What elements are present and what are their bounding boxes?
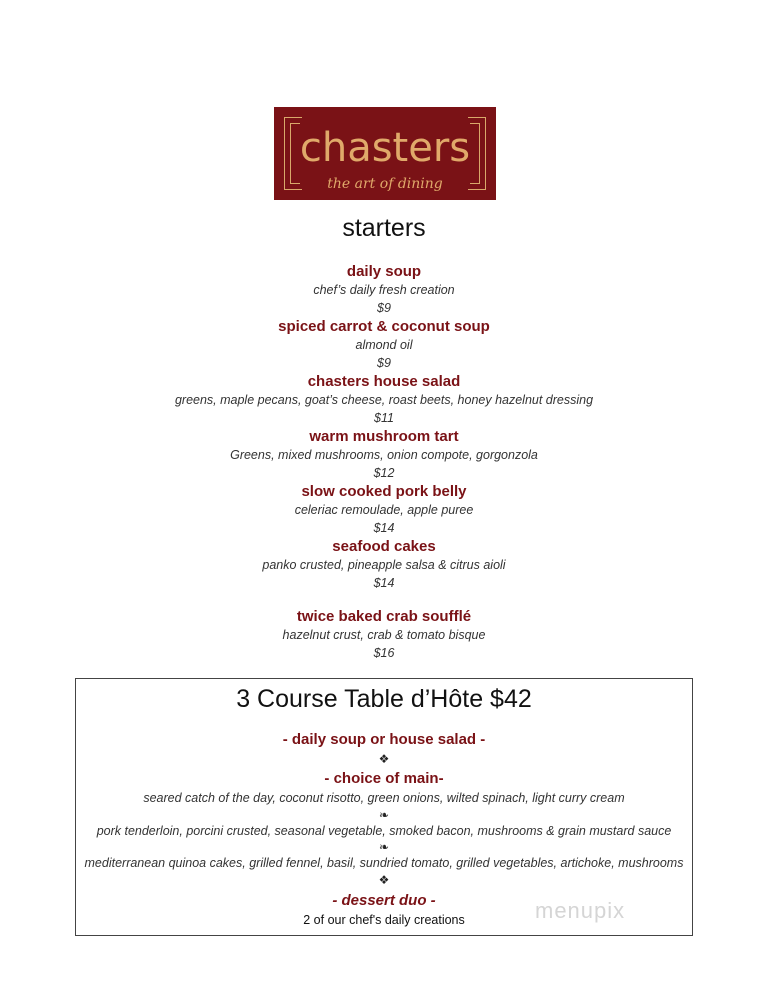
ornament-leaf-icon: ❧ — [378, 808, 390, 822]
course-choice-of-main: - choice of main- — [324, 770, 444, 787]
item-price: $16 — [373, 646, 395, 660]
item-description: celeriac remoulade, apple puree — [294, 503, 474, 517]
item-price: $9 — [377, 356, 391, 370]
course-dessert-duo: - dessert duo - — [332, 892, 436, 909]
menu-item — [0, 427, 768, 482]
item-description: Greens, mixed mushrooms, onion compote, gorgonzola — [230, 448, 538, 462]
main-option-quinoa: mediterranean quinoa cakes, grilled fennel, basil, sundried tomato, grilled vegetables, artichoke, mushrooms — [84, 856, 684, 870]
item-description: almond oil — [355, 338, 413, 352]
item-name: slow cooked pork belly — [301, 483, 467, 500]
menu-item — [0, 607, 768, 662]
item-name: twice baked crab soufflé — [296, 608, 472, 625]
logo-tagline: the art of dining — [327, 176, 443, 192]
item-name: seafood cakes — [332, 538, 436, 555]
logo-name: chasters — [299, 125, 471, 171]
item-name: daily soup — [346, 263, 422, 280]
item-name: warm mushroom tart — [309, 428, 459, 445]
starters-list — [0, 262, 768, 662]
menu-item — [0, 482, 768, 537]
main-option-pork: pork tenderloin, porcini crusted, seasonal vegetable, smoked bacon, mushrooms & grain mustard sauce — [96, 824, 672, 838]
menu-item — [0, 317, 768, 372]
ornament-leaf-icon: ❧ — [378, 840, 390, 854]
menu-item — [0, 262, 768, 317]
menupix-watermark: menupix — [535, 898, 626, 923]
section-title: starters — [342, 214, 426, 242]
menu-item — [0, 372, 768, 427]
item-price: $11 — [374, 411, 394, 425]
item-price: $14 — [373, 521, 395, 535]
main-option-catch: seared catch of the day, coconut risotto, green onions, wilted spinach, light curry cream — [143, 791, 625, 805]
menu-item — [0, 537, 768, 592]
item-name: spiced carrot & coconut soup — [278, 318, 490, 335]
item-description: chef’s daily fresh creation — [313, 283, 455, 297]
item-price: $12 — [373, 466, 395, 480]
item-description: greens, maple pecans, goat’s cheese, roast beets, honey hazelnut dressing — [174, 393, 594, 407]
ornament-diamond-icon: ❖ — [378, 873, 390, 887]
item-price: $9 — [377, 301, 391, 315]
dessert-description: 2 of our chef's daily creations — [303, 913, 465, 927]
item-name: chasters house salad — [307, 373, 461, 390]
item-description: panko crusted, pineapple salsa & citrus aioli — [262, 558, 506, 572]
restaurant-logo — [274, 107, 496, 200]
course-soup-or-salad: - daily soup or house salad - — [282, 731, 486, 748]
ornament-diamond-icon: ❖ — [378, 752, 390, 766]
item-price: $14 — [373, 576, 395, 590]
item-description: hazelnut crust, crab & tomato bisque — [282, 628, 486, 642]
table-dhote-title: 3 Course Table d’Hôte $42 — [236, 685, 532, 713]
